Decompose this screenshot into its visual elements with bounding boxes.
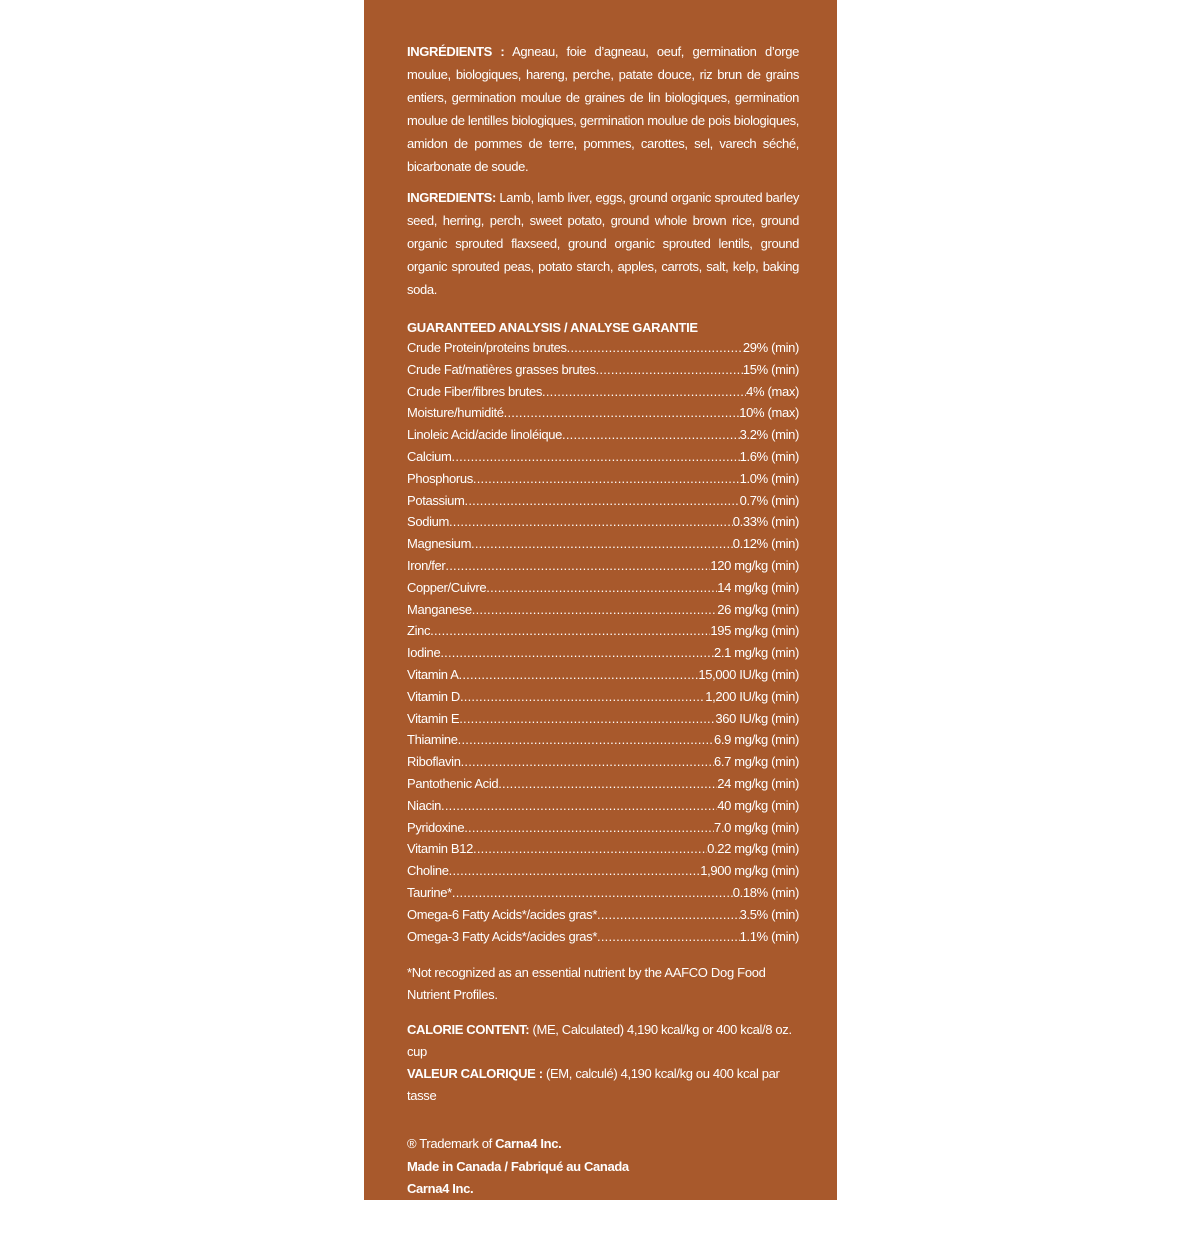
analysis-row <box>407 602 799 624</box>
analysis-dot-leader <box>567 340 743 355</box>
analysis-dot-leader <box>597 907 740 922</box>
analysis-nutrient-value: 0.18% (min) <box>732 884 799 900</box>
calorie-french-text: (EM, calculé) 4,190 kcal/kg ou 400 kcal par tasse <box>407 1066 780 1104</box>
analysis-row <box>407 711 799 733</box>
analysis-nutrient-name: Zinc <box>407 623 431 639</box>
guaranteed-analysis-title: GUARANTEED ANALYSIS / ANALYSE GARANTIE <box>407 320 698 335</box>
analysis-nutrient-value: 1.1% (min) <box>739 928 799 944</box>
analysis-nutrient-name: Crude Fat/matières grasses brutes <box>407 361 596 377</box>
analysis-dot-leader <box>486 580 717 595</box>
analysis-dot-leader <box>452 885 733 900</box>
address-canada: 3230 Yonge St. #1925, Toronto, ON M4N 3P6 1-855-422-7624 <box>407 1226 747 1242</box>
analysis-row <box>407 558 799 580</box>
analysis-nutrient-name: Pyridoxine <box>407 819 465 835</box>
analysis-nutrient-name: Vitamin E <box>407 710 460 726</box>
analysis-nutrient-name: Manganese <box>407 601 472 617</box>
trademark-line <box>407 1133 799 1156</box>
analysis-dot-leader <box>472 602 717 617</box>
analysis-nutrient-value: 15% (min) <box>742 361 799 377</box>
analysis-nutrient-value: 1.0% (min) <box>739 470 799 486</box>
analysis-nutrient-value: 120 mg/kg (min) <box>710 557 799 573</box>
label-panel <box>364 0 837 1242</box>
trademark-name: Carna4 Inc. <box>495 1136 562 1152</box>
analysis-nutrient-value: 3.2% (min) <box>739 427 799 443</box>
analysis-nutrient-name: Crude Protein/proteins brutes <box>407 340 567 355</box>
analysis-row <box>407 820 799 842</box>
analysis-nutrient-name: Vitamin D <box>407 688 460 704</box>
calorie-english-label: CALORIE CONTENT: <box>407 1022 530 1038</box>
analysis-nutrient-value: 6.9 mg/kg (min) <box>713 732 799 748</box>
analysis-dot-leader <box>473 841 707 856</box>
company-name-line <box>407 1178 799 1201</box>
analysis-row <box>407 929 799 951</box>
analysis-dot-leader <box>440 645 714 660</box>
analysis-dot-leader <box>596 362 743 377</box>
ingredients-english-text: Lamb, lamb liver, eggs, ground organic sprouted barley seed, herring, perch, sweet potato, ground whole brown rice, ground organic sprouted flaxseed, ground organic sprouted lentils, ground organic sprouted peas, potato starch, apples, carrots, salt, kelp, baking soda. <box>407 190 799 297</box>
analysis-dot-leader <box>471 536 733 551</box>
analysis-nutrient-name: Potassium <box>407 492 465 508</box>
analysis-nutrient-value: 1,900 mg/kg (min) <box>700 863 799 879</box>
analysis-dot-leader <box>562 427 740 442</box>
analysis-nutrient-name: Calcium <box>407 448 452 464</box>
analysis-dot-leader <box>459 667 699 682</box>
analysis-nutrient-name: Riboflavin <box>407 754 461 770</box>
analysis-row <box>407 471 799 493</box>
analysis-nutrient-name: Magnesium <box>407 536 472 552</box>
analysis-nutrient-name: Niacin <box>407 797 442 813</box>
analysis-dot-leader <box>445 558 710 573</box>
analysis-nutrient-name: Iron/fer <box>407 557 446 573</box>
made-in-line <box>407 1156 799 1179</box>
analysis-row <box>407 449 799 471</box>
analysis-row <box>407 732 799 754</box>
analysis-dot-leader <box>459 711 715 726</box>
analysis-row <box>407 623 799 645</box>
ingredients-english-label: INGREDIENTS: <box>407 190 496 205</box>
company-info <box>407 1133 799 1246</box>
analysis-nutrient-name: Crude Fiber/fibres brutes <box>407 383 543 399</box>
ingredients-english <box>407 186 799 301</box>
analysis-dot-leader <box>441 798 717 813</box>
calorie-english-text: (ME, Calculated) 4,190 kcal/kg or 400 kcal/8 oz. cup <box>407 1022 792 1060</box>
analysis-dot-leader <box>473 471 740 486</box>
ingredients-french <box>407 40 799 178</box>
analysis-dot-leader <box>449 514 733 529</box>
analysis-nutrient-value: 1.6% (min) <box>739 448 799 464</box>
analysis-nutrient-name: Omega-3 Fatty Acids*/acides gras* <box>407 928 598 944</box>
calorie-french-label: VALEUR CALORIQUE : <box>407 1066 543 1082</box>
analysis-row <box>407 776 799 798</box>
analysis-nutrient-name: Phosphorus <box>407 470 473 486</box>
analysis-nutrient-name: Sodium <box>407 514 449 530</box>
analysis-dot-leader <box>542 384 746 399</box>
aafco-footnote: *Not recognized as an essential nutrient by the AAFCO Dog Food Nutrient Profiles. <box>407 965 766 1003</box>
analysis-nutrient-name: Copper/Cuivre <box>407 579 487 595</box>
address-us: P.O. Box 1915, Ann Arbor, MI 48106-1915 1-855-422-7624 <box>407 1203 726 1219</box>
analysis-dot-leader <box>498 776 717 791</box>
analysis-row <box>407 667 799 689</box>
calorie-content-french <box>407 1063 799 1107</box>
analysis-nutrient-value: 6.7 mg/kg (min) <box>713 754 799 770</box>
analysis-row <box>407 580 799 602</box>
made-in-text: Made in Canada / Fabriqué au Canada <box>407 1158 629 1174</box>
analysis-nutrient-value: 4% (max) <box>746 383 799 399</box>
analysis-dot-leader <box>430 623 710 638</box>
analysis-nutrient-name: Vitamin B12 <box>407 841 474 857</box>
analysis-row <box>407 798 799 820</box>
analysis-nutrient-value: 29% (min) <box>742 340 799 355</box>
analysis-dot-leader <box>464 820 714 835</box>
analysis-row <box>407 384 799 406</box>
ingredients-french-text: Agneau, foie d’agneau, oeuf, germination d’orge moulue, biologiques, hareng, perche, patate douce, riz brun de grains entiers, germination moulue de graines de lin biologiques, germination moulue de lentilles biologiques, germination moulue de pois biologiques, amidon de pommes de terre, pommes, carottes, sel, varech séché, bicarbonate de soude. <box>407 44 800 174</box>
analysis-row <box>407 754 799 776</box>
analysis-row <box>407 907 799 929</box>
analysis-row <box>407 362 799 384</box>
analysis-row <box>407 493 799 515</box>
analysis-nutrient-value: 3.5% (min) <box>739 906 799 922</box>
analysis-row <box>407 645 799 667</box>
calorie-content-english <box>407 1019 799 1063</box>
analysis-nutrient-value: 360 IU/kg (min) <box>715 710 799 726</box>
analysis-dot-leader <box>504 405 740 420</box>
analysis-dot-leader <box>465 493 740 508</box>
analysis-nutrient-value: 0.22 mg/kg (min) <box>707 841 799 857</box>
analysis-nutrient-value: 0.12% (min) <box>732 536 799 552</box>
analysis-nutrient-value: 15,000 IU/kg (min) <box>698 666 799 682</box>
analysis-nutrient-value: 26 mg/kg (min) <box>717 601 799 617</box>
ingredients-french-label: INGRÉDIENTS : <box>407 44 505 59</box>
analysis-row <box>407 427 799 449</box>
analysis-dot-leader <box>460 689 705 704</box>
analysis-nutrient-name: Linoleic Acid/acide linoléique <box>407 427 563 443</box>
analysis-nutrient-name: Omega-6 Fatty Acids*/acides gras* <box>407 906 598 922</box>
analysis-row <box>407 405 799 427</box>
company-name: Carna4 Inc. <box>407 1181 474 1197</box>
label-content <box>407 40 799 1246</box>
analysis-row <box>407 689 799 711</box>
guaranteed-analysis-list <box>407 340 799 950</box>
analysis-nutrient-name: Choline <box>407 863 449 879</box>
trademark-prefix: ® Trademark of <box>407 1136 496 1152</box>
analysis-nutrient-value: 14 mg/kg (min) <box>717 579 799 595</box>
analysis-nutrient-value: 2.1 mg/kg (min) <box>713 645 799 661</box>
analysis-dot-leader <box>452 449 740 464</box>
analysis-nutrient-name: Vitamin A <box>407 666 459 682</box>
analysis-nutrient-value: 10% (max) <box>739 405 799 421</box>
analysis-nutrient-value: 195 mg/kg (min) <box>710 623 799 639</box>
analysis-nutrient-value: 0.33% (min) <box>732 514 799 530</box>
analysis-row <box>407 885 799 907</box>
analysis-nutrient-value: 24 mg/kg (min) <box>717 775 799 791</box>
analysis-row <box>407 340 799 362</box>
analysis-nutrient-name: Moisture/humidité <box>407 405 504 421</box>
analysis-row <box>407 841 799 863</box>
analysis-nutrient-name: Taurine* <box>407 884 452 900</box>
analysis-row <box>407 514 799 536</box>
analysis-nutrient-name: Iodine <box>407 645 441 661</box>
analysis-nutrient-value: 0.7% (min) <box>739 492 799 508</box>
analysis-dot-leader <box>458 732 714 747</box>
analysis-row <box>407 536 799 558</box>
analysis-nutrient-value: 7.0 mg/kg (min) <box>713 819 799 835</box>
analysis-dot-leader <box>597 929 740 944</box>
analysis-dot-leader <box>461 754 714 769</box>
analysis-nutrient-name: Thiamine <box>407 732 458 748</box>
analysis-row <box>407 863 799 885</box>
analysis-dot-leader <box>449 863 701 878</box>
analysis-nutrient-name: Pantothenic Acid <box>407 775 499 791</box>
calorie-content <box>407 1019 799 1107</box>
analysis-nutrient-value: 40 mg/kg (min) <box>717 797 799 813</box>
analysis-nutrient-value: 1,200 IU/kg (min) <box>705 688 799 704</box>
